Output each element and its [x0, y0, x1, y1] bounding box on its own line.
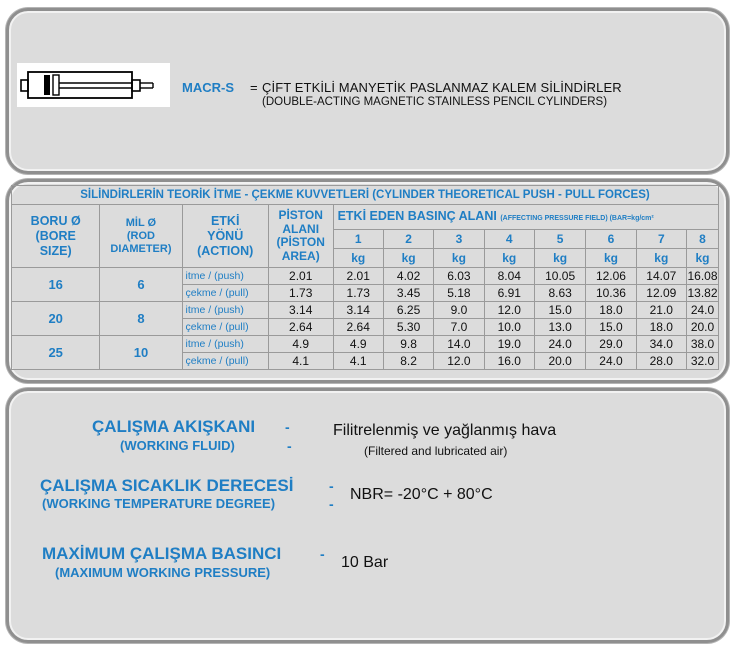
force-cell: 9.8 — [383, 336, 433, 353]
force-cell: 4.02 — [383, 268, 433, 285]
unit-kg: kg — [333, 249, 383, 268]
force-cell: 14.07 — [636, 268, 686, 285]
cylinder-diagram — [17, 63, 170, 107]
cylinder-diagram-icon — [17, 63, 170, 107]
table-title: SİLİNDİRLERİN TEORİK İTME - ÇEKME KUVVETLERİ (CYLINDER THEORETICAL PUSH - PULL FORCES) — [12, 186, 719, 205]
force-cell: 10.36 — [586, 285, 636, 302]
pressure-dash: - — [320, 546, 325, 562]
force-cell: 18.0 — [636, 319, 686, 336]
force-cell: 13.82 — [687, 286, 718, 300]
fluid-dash: - — [285, 419, 290, 435]
col-header-area: PİSTON ALANI (PİSTON AREA) — [268, 205, 333, 268]
pressure-6: 6 — [586, 230, 636, 249]
pressure-label-en: (MAXIMUM WORKING PRESSURE) — [55, 565, 271, 580]
action-pull: çekme / (pull) — [182, 319, 268, 336]
bore-value: 25 — [12, 336, 100, 370]
force-cell: 6.91 — [484, 285, 534, 302]
product-code: MACR-S — [182, 80, 234, 95]
area-value: 4.1 — [268, 353, 333, 370]
temp-dash: - — [329, 496, 334, 512]
bore-value: 16 — [12, 268, 100, 302]
force-cell: 14.0 — [434, 336, 484, 353]
equals-sign: = — [250, 80, 258, 95]
action-pull: çekme / (pull) — [182, 353, 268, 370]
force-cell: 20.0 — [686, 319, 718, 336]
force-cell: 15.0 — [586, 319, 636, 336]
unit-kg: kg — [686, 249, 718, 268]
force-cell: 8.2 — [383, 353, 433, 370]
temp-value: NBR= -20°C + 80°C — [350, 486, 493, 503]
action-push: itme / (push) — [182, 336, 268, 353]
pressure-1: 1 — [333, 230, 383, 249]
force-cell: 2.64 — [333, 319, 383, 336]
action-push: itme / (push) — [182, 268, 268, 285]
rod-value: 6 — [100, 268, 182, 302]
fluid-value-en: (Filtered and lubricated air) — [364, 444, 508, 458]
action-pull: çekme / (pull) — [182, 285, 268, 302]
force-cell: 9.0 — [434, 302, 484, 319]
unit-kg: kg — [586, 249, 636, 268]
pressure-title: ETKİ EDEN BASINÇ ALANI — [337, 208, 497, 223]
fluid-label-en: (WORKING FLUID) — [120, 438, 235, 453]
force-cell: 5.30 — [383, 319, 433, 336]
temp-dash: - — [329, 478, 334, 494]
force-cell: 12.0 — [434, 353, 484, 370]
col-header-bore: BORU Ø (BORE SIZE) — [12, 205, 100, 268]
force-cell: 5.18 — [434, 285, 484, 302]
fluid-value: Filitrelenmiş ve yağlanmış hava — [333, 422, 557, 439]
force-cell: 24.0 — [534, 336, 585, 353]
force-cell: 15.0 — [534, 302, 585, 319]
pressure-3: 3 — [434, 230, 484, 249]
temp-label-tr: ÇALIŞMA SICAKLIK DERECESİ — [40, 476, 294, 495]
force-cell: 2.01 — [333, 268, 383, 285]
pressure-header — [333, 205, 718, 230]
fluid-dash: - — [287, 438, 292, 454]
force-cell: 13.0 — [534, 319, 585, 336]
col-header-action: ETKİ YÖNÜ (ACTION) — [182, 205, 268, 268]
unit-kg: kg — [636, 249, 686, 268]
force-cell: 12.0 — [484, 302, 534, 319]
area-value: 3.14 — [268, 302, 333, 319]
force-cell: 29.0 — [586, 336, 636, 353]
force-cell: 10.0 — [484, 319, 534, 336]
pressure-note: (AFFECTING PRESSURE FIELD) (BAR=kg/cm² — [500, 214, 654, 222]
force-cell: 28.0 — [636, 353, 686, 370]
force-cell: 6.25 — [383, 302, 433, 319]
table-row — [12, 268, 719, 285]
pressure-2: 2 — [383, 230, 433, 249]
force-cell: 12.06 — [586, 268, 636, 285]
product-title-en: (DOUBLE-ACTING MAGNETIC STAINLESS PENCIL CYLINDERS) — [262, 96, 608, 108]
rod-value: 8 — [100, 302, 182, 336]
force-cell: 24.0 — [686, 302, 718, 319]
force-cell: 4.9 — [333, 336, 383, 353]
force-cell: 16.0 — [484, 353, 534, 370]
pressure-8: 8 — [686, 230, 718, 249]
unit-kg: kg — [534, 249, 585, 268]
pressure-4: 4 — [484, 230, 534, 249]
force-cell: 8.04 — [484, 268, 534, 285]
force-cell: 12.09 — [636, 285, 686, 302]
force-cell: 3.45 — [383, 285, 433, 302]
col-header-rod: MİL Ø (ROD DIAMETER) — [100, 205, 182, 268]
force-cell: 6.03 — [434, 268, 484, 285]
force-cell: 4.1 — [333, 353, 383, 370]
force-cell: 18.0 — [586, 302, 636, 319]
unit-kg: kg — [383, 249, 433, 268]
pressure-7: 7 — [636, 230, 686, 249]
pressure-value: 10 Bar — [341, 554, 389, 571]
force-cell: 38.0 — [686, 336, 718, 353]
force-cell: 1.73 — [333, 285, 383, 302]
area-value: 2.01 — [268, 268, 333, 285]
force-cell: 3.14 — [333, 302, 383, 319]
force-cell: 21.0 — [636, 302, 686, 319]
force-cell: 16.08 — [687, 269, 718, 283]
force-cell: 32.0 — [686, 353, 718, 370]
force-cell: 19.0 — [484, 336, 534, 353]
unit-kg: kg — [484, 249, 534, 268]
force-cell: 8.63 — [534, 285, 585, 302]
force-cell: 7.0 — [434, 319, 484, 336]
pressure-5: 5 — [534, 230, 585, 249]
rod-value: 10 — [100, 336, 182, 370]
unit-kg: kg — [434, 249, 484, 268]
area-value: 2.64 — [268, 319, 333, 336]
area-value: 4.9 — [268, 336, 333, 353]
forces-table — [11, 185, 719, 370]
force-cell: 20.0 — [534, 353, 585, 370]
force-cell: 34.0 — [636, 336, 686, 353]
force-cell: 24.0 — [586, 353, 636, 370]
table-row — [12, 336, 719, 353]
area-value: 1.73 — [268, 285, 333, 302]
action-push: itme / (push) — [182, 302, 268, 319]
pressure-label-tr: MAXİMUM ÇALIŞMA BASINCI — [42, 544, 282, 563]
fluid-label-tr: ÇALIŞMA AKIŞKANI — [92, 417, 256, 436]
product-title-tr: ÇİFT ETKİLİ MANYETİK PASLANMAZ KALEM SİLİNDİRLER — [262, 80, 622, 95]
force-cell: 10.05 — [534, 268, 585, 285]
table-row — [12, 302, 719, 319]
temp-label-en: (WORKING TEMPERATURE DEGREE) — [42, 496, 276, 511]
bore-value: 20 — [12, 302, 100, 336]
